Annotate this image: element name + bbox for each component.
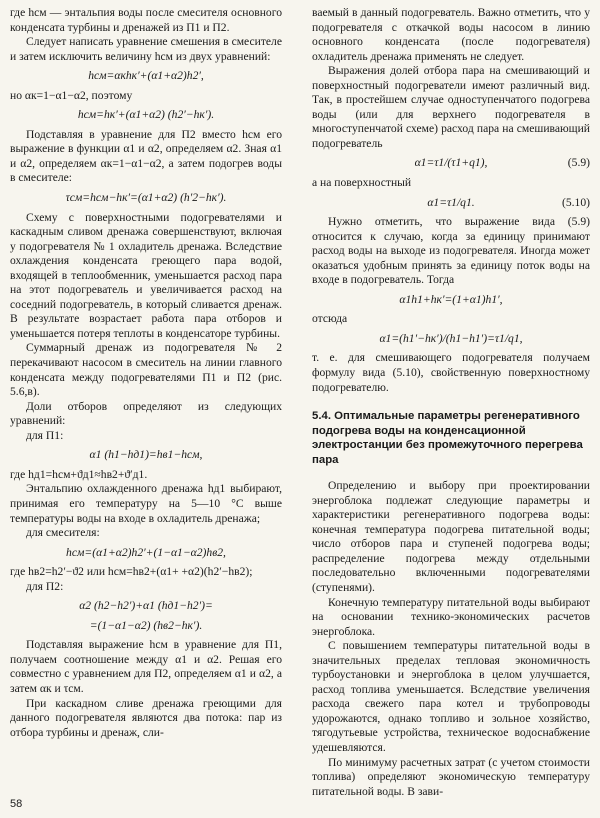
- equation: α1 (h1−hд1)=hв1−hсм,: [89, 448, 203, 462]
- paragraph: При каскадном сливе дренажа греющими для данного подогревателя являются два потока: пар из отбора турбины и дренаж, сли-: [10, 696, 282, 739]
- paragraph: По минимуму расчетных затрат (с учетом стоимости топлива) определяют экономическую температуру питательной воды. В зави-: [312, 755, 590, 798]
- equation: α2 (h2−h2′)+α1 (hд1−h2′)=: [79, 599, 213, 613]
- numbered-equation: [312, 196, 590, 211]
- paragraph: а на поверхностный: [312, 176, 412, 190]
- paragraph: Нужно отметить, что выражение вида (5.9) относится к случаю, когда за единицу принимают расход воды на выходе из подогревателя. Иногда может оказаться удобным принять за единицу поток воды на входе в подогреватель. Тогда: [312, 215, 590, 287]
- paragraph: Энтальпию охлажденного дренажа hд1 выбирают, принимая его температуру на 5—10 °С выше температуры воды на входе в охладитель дренажа;: [10, 482, 282, 525]
- paragraph: ваемый в данный подогреватель. Важно отметить, что у подогревателя с откачкой воды насосом в линию основного конденсата (после подогревателя) охладитель дренажа применять не следует.: [312, 6, 590, 63]
- paragraph: для П1:: [26, 428, 64, 442]
- equation: α1=(h1′−hк′)/(h1−h1′)=τ1/q1,: [379, 331, 523, 345]
- equation-body: α1=τ1/q1.: [427, 195, 475, 209]
- right-column: [312, 6, 590, 799]
- equation: τсм=hсм−hк′=(α1+α2) (h′2−hк′).: [65, 191, 227, 205]
- equation-number: (5.9): [567, 156, 590, 170]
- page-number: 58: [10, 798, 23, 810]
- paragraph: т. е. для смешивающего подогревателя получаем формулу вида (5.10), свойственную поверхностному подогревателю.: [312, 351, 590, 394]
- paragraph: для смесителя:: [26, 526, 100, 540]
- paragraph: Подставляя выражение hсм в уравнение для П1, получаем соотношение между α1 и α2. Решая его совместно с уравнением для П2, определяем α1 и α2, а затем αк и τсм.: [10, 638, 282, 695]
- numbered-equation: [312, 156, 590, 171]
- paragraph: Определению и выбору при проектировании энергоблока подлежат следующие параметры и характеристики регенеративного подогрева воды: конечная температура подогрева питательной воды; число отборов пара и ступеней подогрева воды; распределение подогрева между отдельными последовательно включенными подогревателями (ступенями).: [312, 479, 590, 594]
- left-column: [10, 6, 282, 740]
- paragraph: С повышением температуры питательной воды в значительных пределах тепловая экономичность турбоустановки и энергоблока в целом улучшается, расход топлива уменьшается. Вследствие увеличения расхода свежего пара котел и трубопроводы удорожаются, однако топливо и зольное хозяйство, тягодутьевые устройства, техническое водоснабжение удешевляются.: [312, 639, 590, 754]
- paragraph: Схему с поверхностными подогревателями и каскадным сливом дренажа совершенствуют, включая у подогревателя № 1 охладитель дренажа. Вследствие охлаждения конденсата греющего пара водой, входящей в теплообменник, уменьшается расход пара на этот подогреватель и увеличивается расход на соседний подогреватель, в который сливается дренаж. В результате возрастает работа пара отборов и уменьшается потеря теплоты в конденсаторе турбины.: [10, 210, 282, 340]
- paragraph: где hв2=h2′−ϑ2 или hсм=hв2+(α1+ +α2)(h2′−hв2);: [10, 565, 253, 579]
- paragraph: Суммарный дренаж из подогревателя № 2 перекачивают насосом в смеситель на линии главного конденсата между подогревателями П1 и П2 (рис. 5.6,в).: [10, 341, 282, 399]
- equation: α1h1+hк′=(1+α1)h1′,: [399, 292, 503, 306]
- equation-number: (5.10): [561, 195, 590, 209]
- equation: hсм=αкhк′+(α1+α2)h2′,: [88, 69, 204, 83]
- section-heading: 5.4. Оптимальные параметры регенеративного подогрева воды на конденсационной электростанции без промежуточного перегрева пара: [312, 410, 583, 466]
- paragraph: где hд1=hсм+ϑд1≈hв2+ϑ′д1.: [10, 467, 148, 481]
- equation: hсм=(α1+α2)h2′+(1−α1−α2)hв2,: [66, 545, 226, 559]
- paragraph: Доли отборов определяют из следующих уравнений:: [10, 399, 282, 428]
- paragraph: отсюда: [312, 312, 348, 326]
- paragraph: Подставляя в уравнение для П2 вместо hсм его выражение в функции α1 и α2, определяем α2. Зная α1 и α2, определяем αк=1−α1−α2, а затем подогрев воды в смесителе:: [10, 127, 282, 185]
- equation-body: α1=τ1/(τ1+q1),: [414, 156, 488, 170]
- equation: hсм=hк′+(α1+α2) (h2′−hк′).: [77, 108, 215, 122]
- paragraph: но αк=1−α1−α2, поэтому: [10, 88, 133, 102]
- paragraph: Конечную температуру питательной воды выбирают на основании технико-экономических расчетов энергоблока.: [312, 595, 590, 638]
- paragraph: Выражения долей отбора пара на смешивающий и поверхностный подогреватели имеют различный вид. Так, в простейшем случае одноступенчатого подогрева воды (или для верхнего подогревателя в многоступенчатой схеме) расход пара на смешивающий подогреватель: [312, 64, 590, 150]
- equation: =(1−α1−α2) (hв2−hк′).: [89, 618, 203, 632]
- paragraph: для П2:: [26, 579, 64, 593]
- paragraph: Следует написать уравнение смешения в смесителе и затем исключить величину hсм из двух уравнений:: [10, 35, 282, 63]
- paragraph: где hсм — энтальпия воды после смесителя основного конденсата турбины и дренажей из П1 и П2.: [10, 6, 282, 34]
